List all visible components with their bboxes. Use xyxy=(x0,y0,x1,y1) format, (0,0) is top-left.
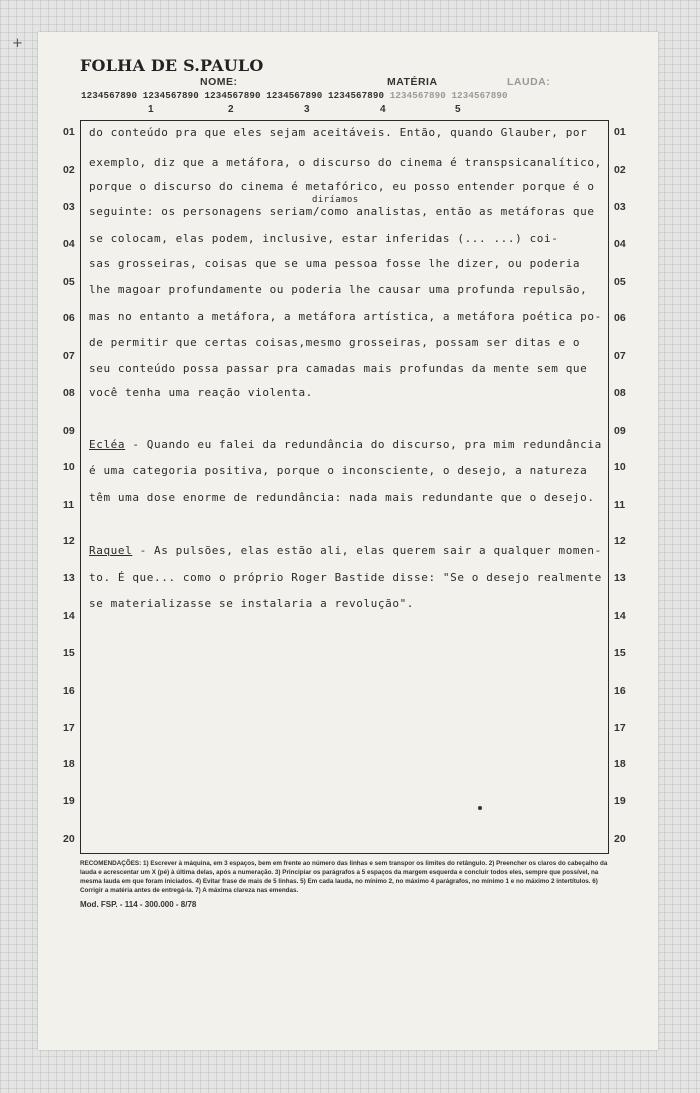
line-number-left: 13 xyxy=(63,572,75,584)
line-number-right: 02 xyxy=(614,164,626,176)
line-number-right: 11 xyxy=(614,499,626,511)
line-number-left: 17 xyxy=(63,722,75,734)
ruler-number: 3 xyxy=(304,104,310,115)
line-number-left: 01 xyxy=(63,126,75,138)
text-line: é uma categoria positiva, porque o inconsciente, o desejo, a natureza xyxy=(89,464,588,477)
text-line: to. É que... como o próprio Roger Bastide disse: "Se o desejo realmente xyxy=(89,571,602,584)
line-number-right: 06 xyxy=(614,312,626,324)
ruler-dark: 1234567890 1234567890 1234567890 1234567890 1234567890 xyxy=(81,90,390,101)
line-number-right: 19 xyxy=(614,795,626,807)
text-line: de permitir que certas coisas,mesmo grosseiras, possam ser ditas e o xyxy=(89,336,581,349)
speaker-name: Ecléa xyxy=(89,438,126,451)
ruler-faint: 1234567890 1234567890 xyxy=(389,90,508,101)
line-number-left: 18 xyxy=(63,758,75,770)
ruler-number: 1 xyxy=(148,104,154,115)
line-number-left: 11 xyxy=(63,499,75,511)
line-number-left: 16 xyxy=(63,685,75,697)
line-number-left: 09 xyxy=(63,425,75,437)
ruler-number: 2 xyxy=(228,104,234,115)
line-number-left: 19 xyxy=(63,795,75,807)
line-number-left: 12 xyxy=(63,535,75,547)
line-number-left: 03 xyxy=(63,201,75,213)
text-line: se materializasse se instalaria a revolução". xyxy=(89,597,415,610)
interlinear-correction: diríamos xyxy=(312,195,359,205)
line-number-right: 09 xyxy=(614,425,626,437)
line-number-left: 20 xyxy=(63,833,75,845)
text-line: seguinte: os personagens seriam/como analistas, então as metáforas que xyxy=(89,205,595,218)
line-number-right: 04 xyxy=(614,238,626,250)
character-ruler xyxy=(81,90,508,101)
line-number-left: 06 xyxy=(63,312,75,324)
line-number-right: 03 xyxy=(614,201,626,213)
recommendations-footer: RECOMENDAÇÕES: 1) Escrever à máquina, em 3 espaços, bem em frente ao número das linhas e sem transpor os limites do retângulo. 2) Preencher os claros do cabeçalho da lauda e acrescentar um X (pé) à última delas, após a numeração. 3) Principiar os parágrafos a 5 espaços da margem esquerda e concluir todos eles, sempre que possível, na mesma lauda em que foram iniciados. 4) Evitar frase de mais de 5 linhas. 5) Em cada lauda, no mínimo 2, no máximo 4 parágrafos, no mínimo 1 e no máximo 2 intertítulos. 6) Corrigir a matéria antes de entregá-la. 7) A máxima clareza nas emendas. xyxy=(80,860,608,894)
speech-text: - As pulsões, elas estão ali, elas querem sair a qualquer momen- xyxy=(132,544,602,557)
line-number-right: 13 xyxy=(614,572,626,584)
line-number-left: 15 xyxy=(63,647,75,659)
text-line: têm uma dose enorme de redundância: nada mais redundante que o desejo. xyxy=(89,491,595,504)
ruler-number: 4 xyxy=(380,104,386,115)
line-number-left: 04 xyxy=(63,238,75,250)
line-number-right: 17 xyxy=(614,722,626,734)
text-line xyxy=(89,438,602,451)
name-field-label: NOME: xyxy=(200,76,238,88)
line-number-right: 12 xyxy=(614,535,626,547)
speech-text: - Quando eu falei da redundância do discurso, pra mim redundância xyxy=(125,438,602,451)
line-number-right: 16 xyxy=(614,685,626,697)
text-line: se colocam, elas podem, inclusive, estar inferidas (... ...) coi- xyxy=(89,232,559,245)
newspaper-masthead: FOLHA DE S.PAULO xyxy=(80,56,264,75)
line-number-right: 05 xyxy=(614,276,626,288)
line-number-left: 05 xyxy=(63,276,75,288)
text-line: sas grosseiras, coisas que se uma pessoa fosse lhe dizer, ou poderia xyxy=(89,257,581,270)
graph-paper-mark: + xyxy=(12,36,23,51)
speaker-name: Raquel xyxy=(89,544,133,557)
line-number-left: 07 xyxy=(63,350,75,362)
text-line: mas no entanto a metáfora, a metáfora artística, a metáfora poética po- xyxy=(89,310,602,323)
line-number-left: 02 xyxy=(63,164,75,176)
text-line: exemplo, diz que a metáfora, o discurso do cinema é transpsicanalítico, xyxy=(89,156,602,169)
lauda-field-label: LAUDA: xyxy=(507,76,551,88)
line-number-left: 14 xyxy=(63,610,75,622)
line-number-right: 07 xyxy=(614,350,626,362)
text-line xyxy=(89,544,602,557)
text-line: do conteúdo pra que eles sejam aceitáveis. Então, quando Glauber, por xyxy=(89,126,588,139)
text-line: seu conteúdo possa passar pra camadas mais profundas da mente sem que xyxy=(89,362,588,375)
line-number-right: 15 xyxy=(614,647,626,659)
line-number-right: 20 xyxy=(614,833,626,845)
text-line: porque o discurso do cinema é metafórico, eu posso entender porque é o xyxy=(89,180,595,193)
form-model-number: Mod. FSP. - 114 - 300.000 - 8/78 xyxy=(80,900,197,909)
writing-frame xyxy=(80,120,609,854)
line-number-right: 18 xyxy=(614,758,626,770)
line-number-right: 01 xyxy=(614,126,626,138)
line-number-left: 10 xyxy=(63,461,75,473)
materia-field-label: MATÉRIA xyxy=(387,76,438,88)
text-line: você tenha uma reação violenta. xyxy=(89,386,313,399)
line-number-right: 10 xyxy=(614,461,626,473)
line-number-right: 08 xyxy=(614,387,626,399)
ink-spot xyxy=(478,806,482,810)
ruler-number: 5 xyxy=(455,104,461,115)
text-line: lhe magoar profundamente ou poderia lhe causar uma profunda repulsão, xyxy=(89,283,588,296)
line-number-left: 08 xyxy=(63,387,75,399)
line-number-right: 14 xyxy=(614,610,626,622)
